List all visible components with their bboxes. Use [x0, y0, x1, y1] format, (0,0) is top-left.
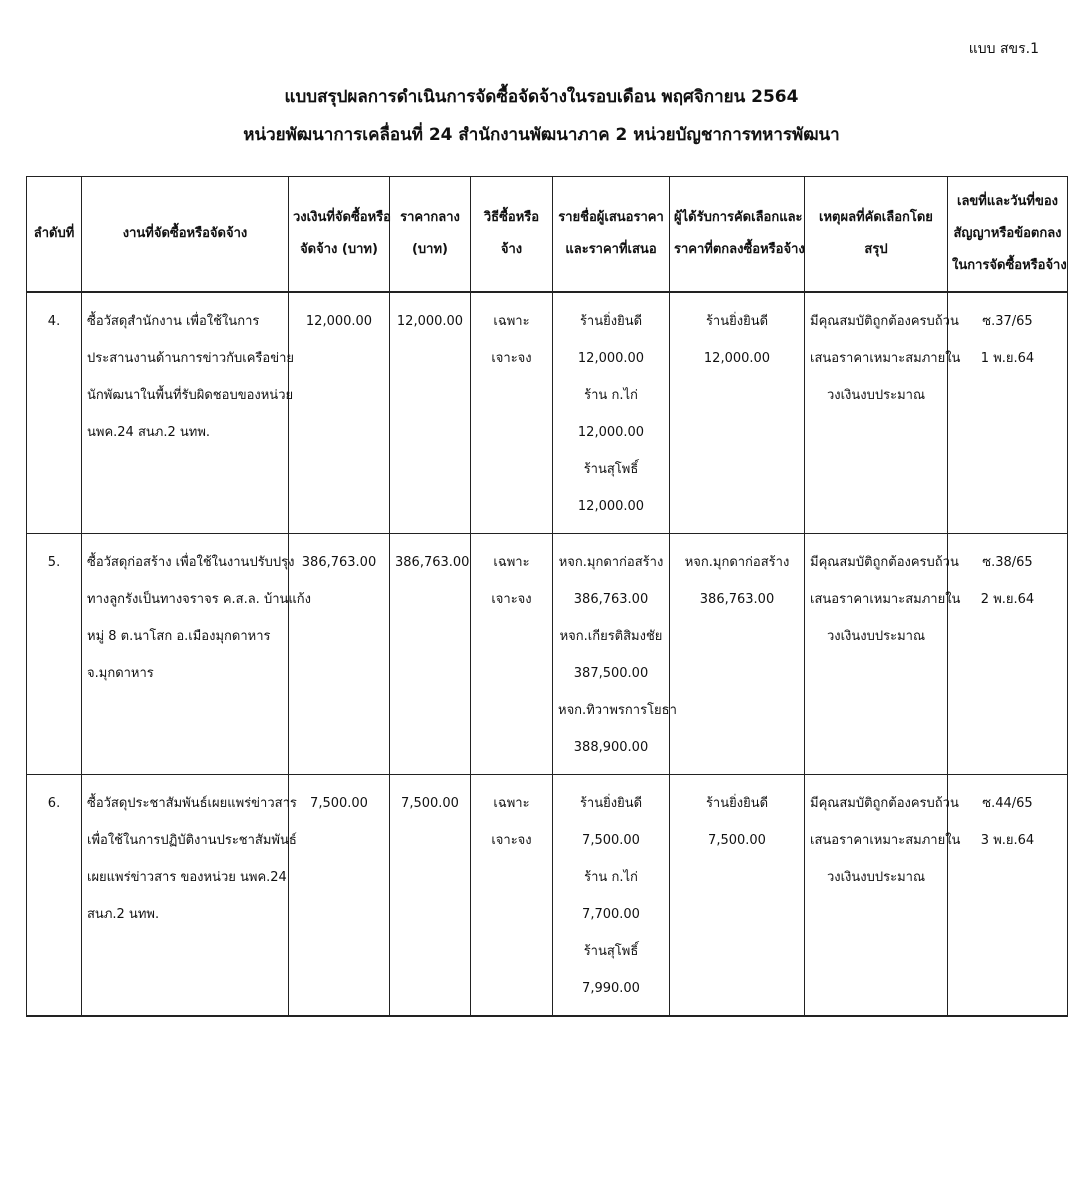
- header-selected-line: ผู้ได้รับการคัดเลือกและ: [674, 210, 803, 225]
- contract-date: 3 พ.ย.64: [980, 833, 1035, 848]
- reason-line: วงเงินงบประมาณ: [826, 870, 926, 885]
- header-selected: [670, 177, 805, 293]
- cell-work-line: ประสานงานด้านการข่าวกับเครือข่าย: [87, 351, 294, 366]
- reason-line: มีคุณสมบัติถูกต้องครบถ้วน: [810, 314, 959, 329]
- header-method: วิธีซื้อหรือจ้าง: [471, 177, 553, 293]
- contract-number: ซ.44/65: [982, 796, 1033, 811]
- bidder-price: 12,000.00: [577, 499, 645, 514]
- bidder-name: ร้านสุโพธิ์: [583, 944, 639, 959]
- cell-work: [82, 292, 294, 534]
- bidder-name: หจก.ทิวาพรการโยธา: [558, 703, 677, 718]
- bidder-name: ร้าน ก.ไก่: [584, 388, 638, 403]
- reason-line: เสนอราคาเหมาะสมภายใน: [810, 833, 961, 848]
- header-budget-line: จัดจ้าง (บาท): [300, 242, 378, 257]
- header-bidders-line: และราคาที่เสนอ: [565, 242, 657, 257]
- header-contract-line: เลขที่และวันที่ของ: [957, 194, 1058, 209]
- contract-date: 2 พ.ย.64: [980, 592, 1035, 607]
- cell-budget: 12,000.00: [289, 292, 390, 534]
- reason-line: วงเงินงบประมาณ: [826, 629, 926, 644]
- cell-work-line: นพค.24 สนภ.2 นทพ.: [87, 425, 211, 440]
- header-reason: เหตุผลที่คัดเลือกโดยสรุป: [805, 177, 948, 293]
- reason-line: เสนอราคาเหมาะสมภายใน: [810, 351, 961, 366]
- bidder-name: ร้านยิ่งยินดี: [579, 314, 643, 329]
- bidder-price: 7,500.00: [582, 833, 640, 848]
- cell-work: [82, 534, 311, 775]
- title-line-1: แบบสรุปผลการดำเนินการจัดซื้อจัดจ้างในรอบเดือน พฤศจิกายน 2564: [284, 87, 799, 107]
- selected-price: 7,500.00: [708, 833, 766, 848]
- bidder-price: 7,990.00: [582, 981, 640, 996]
- selected-price: 12,000.00: [703, 351, 771, 366]
- bidder-price: 12,000.00: [577, 425, 645, 440]
- procurement-summary-table: [26, 176, 1068, 1017]
- cell-budget: 386,763.00: [289, 534, 390, 775]
- header-budget: [289, 177, 390, 293]
- cell-work-line: ทางลูกรังเป็นทางจราจร ค.ส.ล. บ้านแก้ง: [87, 592, 311, 607]
- cell-selected: [670, 775, 805, 1017]
- header-median-line: (บาท): [411, 242, 448, 257]
- selected-name: ร้านยิ่งยินดี: [705, 314, 769, 329]
- selected-name: ร้านยิ่งยินดี: [705, 796, 769, 811]
- table-row: [27, 534, 1068, 775]
- reason-line: วงเงินงบประมาณ: [826, 388, 926, 403]
- cell-reason: [805, 775, 961, 1017]
- cell-work-line: ซื้อวัสดุประชาสัมพันธ์เผยแพร่ข่าวสาร: [87, 796, 297, 811]
- bidder-price: 7,700.00: [582, 907, 640, 922]
- cell-work-line: หมู่ 8 ต.นาโสก อ.เมืองมุกดาหาร: [87, 629, 271, 644]
- cell-no: 5.: [27, 534, 82, 775]
- form-code: แบบ สขร.1: [968, 41, 1039, 57]
- cell-bidders: [553, 775, 670, 1017]
- header-work: งานที่จัดซื้อหรือจัดจ้าง: [82, 177, 289, 293]
- bidder-price: 12,000.00: [577, 351, 645, 366]
- contract-date: 1 พ.ย.64: [980, 351, 1035, 366]
- cell-method: เฉพาะเจาะจง: [471, 775, 553, 1017]
- header-contract-line: ในการจัดซื้อหรือจ้าง: [952, 258, 1067, 273]
- cell-work-line: สนภ.2 นทพ.: [87, 907, 160, 922]
- bidder-name: ร้าน ก.ไก่: [584, 870, 638, 885]
- cell-work: [82, 775, 297, 1017]
- cell-work-line: เผยแพร่ข่าวสาร ของหน่วย นพค.24: [87, 870, 287, 885]
- contract-number: ซ.38/65: [982, 555, 1033, 570]
- header-contract-line: สัญญาหรือข้อตกลง: [953, 226, 1062, 241]
- cell-selected: [670, 534, 805, 775]
- cell-work-line: ซื้อวัสดุสำนักงาน เพื่อใช้ในการ: [87, 314, 260, 329]
- cell-work-line: นักพัฒนาในพื้นที่รับผิดชอบของหน่วย: [87, 388, 294, 403]
- cell-median: 7,500.00: [390, 775, 471, 1017]
- header-no: ลำดับที่: [27, 177, 82, 293]
- bidder-name: หจก.มุกดาก่อสร้าง: [558, 555, 664, 570]
- cell-bidders: [553, 534, 677, 775]
- cell-no: 6.: [27, 775, 82, 1017]
- cell-reason: [805, 534, 961, 775]
- header-row: [27, 177, 1068, 293]
- cell-work-line: ซื้อวัสดุก่อสร้าง เพื่อใช้ในงานปรับปรุง: [87, 555, 295, 570]
- table-row: [27, 292, 1068, 534]
- reason-line: เสนอราคาเหมาะสมภายใน: [810, 592, 961, 607]
- cell-work-line: จ.มุกดาหาร: [87, 666, 154, 681]
- cell-contract: [948, 534, 1068, 775]
- selected-price: 386,763.00: [699, 592, 775, 607]
- header-budget-line: วงเงินที่จัดซื้อหรือ: [293, 210, 391, 225]
- reason-line: มีคุณสมบัติถูกต้องครบถ้วน: [810, 796, 959, 811]
- header-median-line: ราคากลาง: [400, 210, 460, 225]
- cell-method: เฉพาะเจาะจง: [471, 534, 553, 775]
- cell-contract: [948, 292, 1068, 534]
- cell-no: 4.: [27, 292, 82, 534]
- reason-line: มีคุณสมบัติถูกต้องครบถ้วน: [810, 555, 959, 570]
- cell-bidders: [553, 292, 670, 534]
- bidder-price: 386,763.00: [573, 592, 649, 607]
- cell-work-line: เพื่อใช้ในการปฏิบัติงานประชาสัมพันธ์: [87, 833, 297, 848]
- header-median: [390, 177, 471, 293]
- header-selected-line: ราคาที่ตกลงซื้อหรือจ้าง: [674, 242, 805, 257]
- cell-median: 12,000.00: [390, 292, 471, 534]
- cell-contract: [948, 775, 1068, 1017]
- contract-number: ซ.37/65: [982, 314, 1033, 329]
- bidder-name: ร้านสุโพธิ์: [583, 462, 639, 477]
- bidder-price: 388,900.00: [573, 740, 649, 755]
- header-bidders: [553, 177, 670, 293]
- title-line-2: หน่วยพัฒนาการเคลื่อนที่ 24 สำนักงานพัฒนาภาค 2 หน่วยบัญชาการทหารพัฒนา: [243, 125, 840, 145]
- cell-budget: 7,500.00: [289, 775, 390, 1017]
- bidder-price: 387,500.00: [573, 666, 649, 681]
- selected-name: หจก.มุกดาก่อสร้าง: [684, 555, 790, 570]
- bidder-name: ร้านยิ่งยินดี: [579, 796, 643, 811]
- table-row: [27, 775, 1068, 1017]
- header-contract: [948, 177, 1068, 293]
- bidder-name: หจก.เกียรติสิมงชัย: [559, 629, 663, 644]
- header-bidders-line: รายชื่อผู้เสนอราคา: [558, 210, 664, 225]
- cell-reason: [805, 292, 961, 534]
- cell-median: 386,763.00: [390, 534, 471, 775]
- cell-selected: [670, 292, 805, 534]
- document-title: [0, 78, 1083, 154]
- cell-method: เฉพาะเจาะจง: [471, 292, 553, 534]
